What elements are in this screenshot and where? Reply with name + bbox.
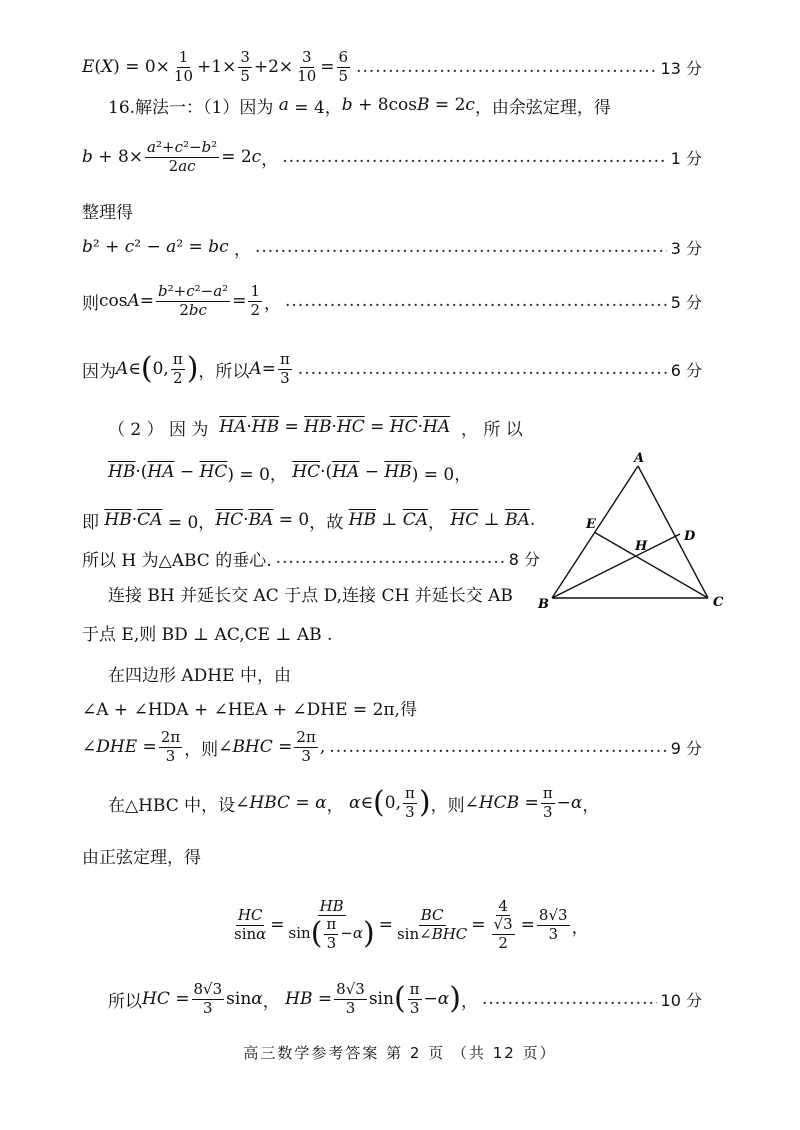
point-e-label: E — [586, 517, 596, 532]
score-label: 6 分 — [670, 360, 702, 380]
orthocenter-line: 所以 H 为△ABC 的垂心. ..... 8 分 — [82, 541, 540, 575]
score-label: 9 分 — [670, 738, 702, 758]
perpendicular-line: 即 $\overline{HB}$ · $\overline{CA}$ = 0， $\overline{HC}$ · $\overline{BA}$ = 0 ，故 $\overline{HB}$ ⊥ $\overline{CA}$ ， $\overline{HC}$ ⊥ $\overline{BA}$ . — [82, 510, 536, 533]
leader-dots — [298, 359, 667, 379]
leader-dots — [356, 57, 656, 77]
altitude-bd — [552, 534, 680, 598]
point-d-label: D — [684, 529, 696, 544]
vertex-b-label: B — [538, 597, 549, 612]
side-lengths-line: 所以 HC = $\frac{8√3}{3}$ sin α ， HB = $\frac{8√3}{3}$ sin ( $\frac{\pi}{3}$ − α ) ， ..... 10 分 — [108, 982, 702, 1016]
identity-line: b ² + c ² − a ² = bc ， ..... 3 分 — [82, 230, 702, 264]
expectation-line: E ( X ) = 0× $\frac{1}{10}$ +1× $\frac{3}{5}$ +2× $\frac{3}{10}$ = $\frac{6}{5}$ ..... 13 分 — [82, 50, 702, 84]
triangle-hbc-line: 在△HBC 中，设 ∠ HBC = α ， α ∈ ( 0, $\frac{\pi}{3}$ ) ，则 ∠ HCB = $\frac{\pi}{3}$ − α ， — [108, 784, 600, 821]
construction-line-2: 于点 E,则 BD ⊥ AC,CE ⊥ AB . — [82, 624, 333, 645]
score-label: 10 分 — [660, 990, 702, 1010]
score-label: 8 分 — [508, 549, 540, 569]
simplify-text: 整理得 — [82, 202, 133, 223]
vertex-c-label: C — [713, 595, 724, 610]
cos-a-line: 则 cos A = $\frac{\text{b²+c²−a²}}{2bc}$ = $\frac{1}{2}$ ， ..... 5 分 — [82, 284, 702, 318]
construction-line: 连接 BH 并延长交 AC 于点 D,连接 CH 并延长交 AB — [108, 585, 513, 606]
leader-dots — [482, 989, 657, 1009]
score-label: 13 分 — [660, 58, 702, 78]
score-label: 3 分 — [670, 238, 702, 258]
score-label: 1 分 — [670, 148, 702, 168]
leader-dots — [285, 291, 667, 311]
leader-dots — [282, 147, 667, 167]
sine-law-equation: $\frac{HC}{\sin\alpha}$ = HB sin( $\frac{\pi}{3}$ −α) = $\frac{BC}{\text{sin∠BHC}}$ = $\frac{4}{\frac{√3}{2}}$ = $\frac{8√3}{3}$ ， — [234, 897, 589, 952]
sine-law-text: 由正弦定理，得 — [82, 847, 201, 868]
problem-16-heading: 16.解法一：（1）因为 a = 4， b + 8cos B = 2 c ，由余弦定理，得 — [108, 95, 611, 118]
vertex-a-label: A — [634, 451, 645, 466]
point-h-label: H — [635, 539, 648, 554]
leader-dots — [255, 237, 667, 257]
angle-dhe-line: ∠ DHE = $\frac{2\pi}{3}$ ，则 ∠ BHC = $\frac{2\pi}{3}$ , ..... 9 分 — [82, 730, 702, 764]
leader-dots — [276, 548, 505, 568]
triangle-figure — [528, 448, 728, 618]
part-2-heading: （ 2 ） 因 为 $\overline{HA}$ · $\overline{HB}$ = $\overline{HB}$ · $\overline{HC}$ = $\overline{HC}$ · $\overline{HA}$ ， 所 以 — [108, 417, 523, 440]
cosine-substitution-line: b + 8× $\frac{\text{a²+c²−b²}}{2ac}$ = 2 c ， ..... 1 分 — [82, 140, 702, 174]
angle-sum-line: ∠A + ∠HDA + ∠HEA + ∠DHE = 2π,得 — [82, 699, 417, 720]
page-footer: 高三数学参考答案 第 2 页 （共 12 页） — [243, 1044, 557, 1062]
leader-dots — [329, 737, 666, 757]
score-label: 5 分 — [670, 292, 702, 312]
vector-dot-line: $\overline{HB}$ ·( $\overline{HA}$ − $\overline{HC}$ ) = 0， $\overline{HC}$ ·( $\overline{HA}$ − $\overline{HB}$ ) = 0， — [108, 462, 472, 485]
quadrilateral-line: 在四边形 ADHE 中，由 — [108, 665, 291, 686]
angle-a-line: 因为 A ∈ ( 0, $\frac{\pi}{2}$ ) ，所以 A = $\frac{\pi}{3}$ ..... 6 分 — [82, 352, 702, 386]
